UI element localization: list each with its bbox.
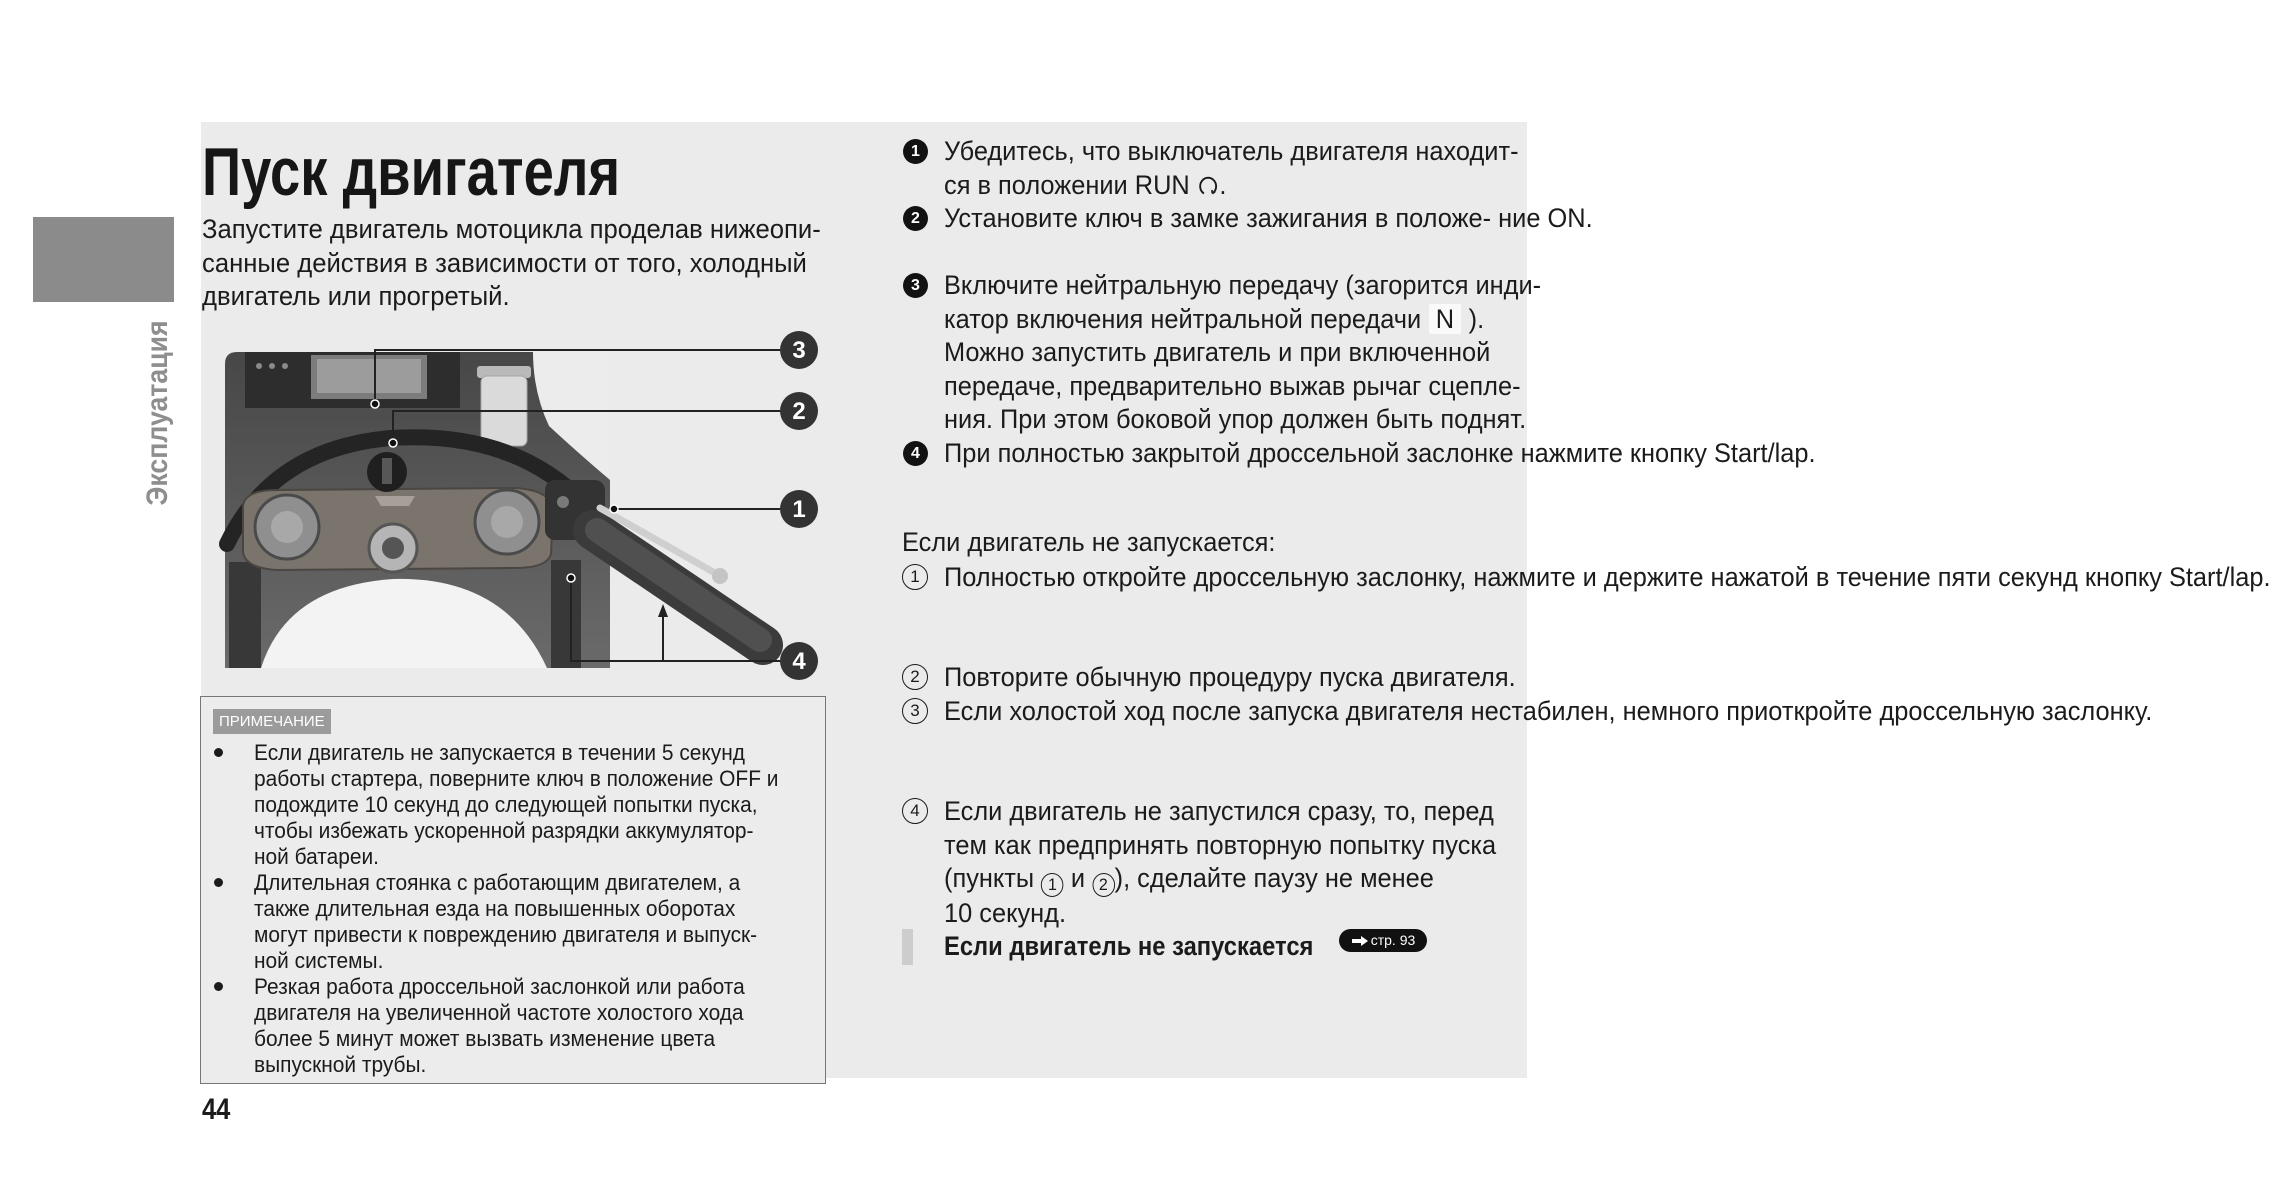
- fork-cap-left: [255, 495, 319, 559]
- brake-fluid-reservoir: [477, 366, 531, 446]
- wing-logo: [375, 496, 415, 506]
- instrument-cluster: [245, 352, 460, 408]
- troubleshoot-4-line-3-mid: и: [1063, 863, 1093, 893]
- step-1-text: [944, 135, 1519, 202]
- callout-4-arrowhead: [658, 604, 668, 617]
- troubleshoot-heading: Если двигатель не запускается:: [902, 527, 1276, 557]
- troubleshoot-2-text: Повторите обычную процедуру пуска двигателя.: [944, 662, 1516, 692]
- page-reference-link[interactable]: [1339, 929, 1427, 952]
- reference-marker-bar: [902, 929, 913, 965]
- note-item-2: Длительная стоянка с работающим двигателем, а также длительная езда на повышенных оборотах могут привести к повреждению двигателя и выпуск- ной системы.: [254, 870, 758, 973]
- step-1-line-2: [944, 169, 1519, 203]
- step-4-marker: 4: [903, 441, 928, 466]
- troubleshoot-4-marker: 4: [902, 798, 928, 824]
- step-3-text: [944, 269, 1541, 437]
- step-1-line-2-text: ся в положении RUN: [944, 169, 1197, 200]
- note-label: ПРИМЕЧАНИЕ: [213, 709, 331, 734]
- step-3-line-2-end: ).: [1461, 303, 1485, 334]
- page-title: Пуск двигателя: [202, 134, 621, 210]
- step-2-marker: 2: [903, 206, 928, 231]
- callout-2-number: 2: [792, 398, 806, 425]
- fork-tube-right: [551, 560, 581, 668]
- step-3-rest: Можно запустить двигатель и при включенной передаче, предварительно выжав рычаг сцепле- ния. При этом боковой упор должен быть поднят.: [944, 337, 1527, 434]
- steering-stem-nut: [369, 524, 417, 572]
- troubleshoot-1-text: Полностью откройте дроссельную заслонку, нажмите и держите нажатой в течение пяти секунд кнопку Start/lap.: [944, 562, 2271, 592]
- troubleshoot-4-line-3-start: (пункты: [944, 863, 1042, 893]
- callout-1: [610, 490, 818, 528]
- neutral-indicator-symbol: N: [1429, 304, 1460, 334]
- troubleshoot-4-lines: Если двигатель не запустился сразу, то, перед тем как предпринять повторную попытку пуска: [944, 796, 1497, 860]
- page-reference-label: стр. 93: [1370, 932, 1416, 948]
- step-3-marker: 3: [903, 273, 928, 298]
- callout-1-number: 1: [792, 496, 806, 523]
- troubleshoot-3-marker: 3: [902, 698, 928, 724]
- note-bullet-3: [214, 982, 223, 991]
- step-3-line-2: [944, 303, 1541, 337]
- troubleshoot-4-line-4: 10 секунд.: [944, 898, 1067, 928]
- note-item-1: Если двигатель не запускается в течении 5 секунд работы стартера, поверните ключ в положение OFF и подождите 10 секунд до следующей попытки пуска, чтобы избежать ускоренной разрядки аккумулятор- ной батареи.: [254, 740, 779, 869]
- callout-3-number: 3: [792, 337, 806, 364]
- step-1-marker: 1: [903, 139, 928, 164]
- reference-heading: Если двигатель не запускается: [944, 931, 1314, 961]
- step-reference-1: 1: [1041, 873, 1064, 897]
- step-3-line-2-text: катор включения нейтральной передачи: [944, 303, 1429, 334]
- step-2-text: Установите ключ в замке зажигания в положе- ние ON.: [944, 203, 1593, 233]
- step-1-line-1: Убедитесь, что выключатель двигателя находит-: [944, 136, 1519, 166]
- troubleshoot-3-text: Если холостой ход после запуска двигателя нестабилен, немного приоткройте дроссельную заслонку.: [944, 696, 2153, 726]
- note-bullet-1: [214, 748, 223, 757]
- callout-4-number: 4: [792, 648, 806, 675]
- step-reference-2: 2: [1092, 873, 1115, 897]
- throttle-grip: [593, 530, 763, 645]
- fork-tube-left: [229, 562, 261, 668]
- section-tab-label: Эксплуатация: [141, 320, 174, 506]
- fork-cap-right: [475, 490, 539, 554]
- intro-paragraph: Запустите двигатель мотоцикла проделав нижеопи- санные действия в зависимости от того, холодный двигатель или прогретый.: [202, 214, 821, 311]
- troubleshoot-4-line-3: [944, 862, 1496, 897]
- troubleshoot-4-text: [944, 795, 1496, 931]
- troubleshoot-1-marker: 1: [902, 564, 928, 590]
- note-item-3: Резкая работа дроссельной заслонкой или работа двигателя на увеличенной частоте холостого хода более 5 минут может вызвать изменение цвета выпускной трубы.: [254, 974, 745, 1077]
- handlebar-figure: [215, 330, 835, 690]
- troubleshoot-4-line-3-end: ), сделайте паузу не менее: [1114, 863, 1434, 893]
- troubleshoot-2-marker: 2: [902, 664, 928, 690]
- step-3-line-1: Включите нейтральную передачу (загорится инди-: [944, 270, 1542, 300]
- page-number: 44: [202, 1093, 231, 1126]
- step-1-line-2-end: .: [1219, 169, 1227, 200]
- note-bullet-2: [214, 878, 223, 887]
- step-4-text: При полностью закрытой дроссельной заслонке нажмите кнопку Start/lap.: [944, 438, 1816, 468]
- arrow-right-icon: [1351, 935, 1369, 947]
- section-tab-marker: [33, 217, 174, 302]
- ignition-switch: [367, 452, 407, 492]
- run-switch-icon: [1197, 174, 1220, 198]
